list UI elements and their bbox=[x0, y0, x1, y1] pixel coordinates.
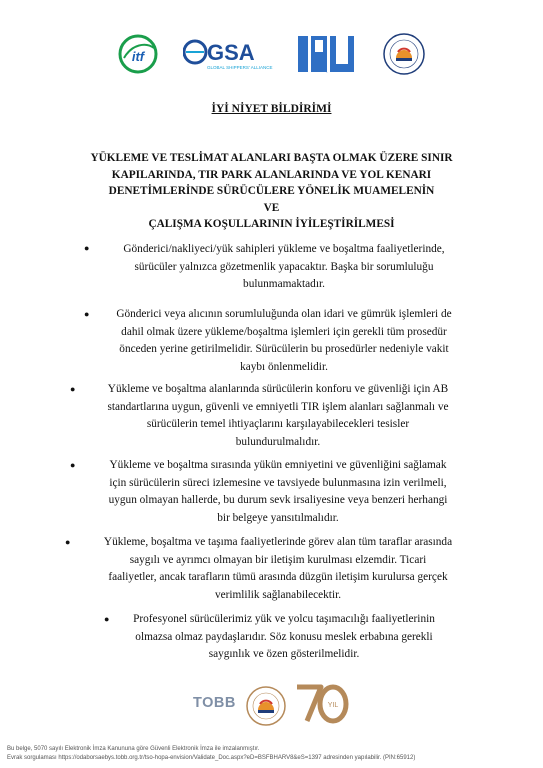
header-logos bbox=[0, 32, 543, 87]
bullet-icon: ● bbox=[84, 243, 90, 253]
list-item bbox=[95, 241, 473, 294]
gsa-logo-text: GSA bbox=[207, 40, 255, 65]
item-line: kaybı önlenmelidir. bbox=[240, 360, 328, 373]
item-line: önceden yerine getirilmelidir. Sürücülerin bu prosedürler nedeniyle vakit bbox=[119, 343, 449, 355]
document-heading bbox=[40, 150, 503, 233]
itf-logo-text: itf bbox=[131, 49, 145, 64]
item-line: verimlilik sağlanabilecektir. bbox=[214, 588, 342, 601]
document-verification-link[interactable]: Evrak sorgulaması https://odaborsaebys.tobb.org.tr/tso-hopa-envision/Validate_Doc.aspx?eD=BSFBHARV8&eS=1397 adresinden yapılabilir. (PIN:65912) bbox=[7, 755, 416, 761]
tobb-seal-footer-logo bbox=[245, 685, 287, 732]
item-line: bir belgeye yansıtılmalıdır. bbox=[217, 511, 339, 524]
tobb-wordmark: TOBB bbox=[193, 695, 236, 711]
bullet-icon: ● bbox=[104, 614, 110, 624]
item-line: bulunmamaktadır. bbox=[243, 278, 325, 290]
item-line: Yükleme ve boşaltma sırasında yükün emniyetini ve güvenliğini sağlamak bbox=[109, 459, 447, 471]
document-title: İYİ NİYET BİLDİRİMİ bbox=[211, 103, 332, 115]
iru-logo-text: IRU bbox=[326, 73, 328, 74]
bullet-icon: ● bbox=[65, 537, 71, 547]
heading-line: DENETİMLERİNDE SÜRÜCÜLERE YÖNELİK MUAMELENİN bbox=[108, 185, 435, 197]
heading-line: KAPILARINDA, TIR PARK ALANLARINDA VE YOL KENARI bbox=[111, 168, 432, 181]
item-line: Yükleme, boşaltma ve taşıma faaliyetlerinde görev alan tüm taraflar arasında bbox=[103, 536, 453, 548]
item-line: standartlarına uygun, güvenli ve emniyetli TIR işlem alanları sağlanmalı ve bbox=[107, 400, 449, 413]
item-line: Gönderici/nakliyeci/yük sahipleri yükleme ve boşaltma faaliyetlerinde, bbox=[123, 243, 445, 255]
tobb-seal-logo bbox=[382, 32, 426, 83]
item-line: uygun olmayan hallerde, bu durum sevk irsaliyesine veya benzeri herhangi bbox=[108, 494, 448, 506]
heading-line: VE bbox=[263, 201, 280, 214]
item-line: Gönderici veya alıcının sorumluluğunda olan idari ve gümrük işlemleri de bbox=[116, 308, 452, 320]
seventy-year-logo bbox=[295, 683, 353, 730]
list-item bbox=[76, 534, 480, 604]
heading-line: ÇALIŞMA KOŞULLARININ İYİLEŞTİRİLMESİ bbox=[148, 218, 395, 230]
list-item bbox=[82, 457, 474, 527]
item-line: dahil olmak üzere yükleme/boşaltma işlemleri için gerekli tüm prosedür bbox=[121, 325, 447, 338]
item-line: faaliyetler, ancak tarafların tümü arasında düzgün iletişim kurulursa gerçek bbox=[108, 571, 448, 583]
bullet-icon: ● bbox=[70, 460, 76, 470]
list-item bbox=[82, 381, 474, 451]
item-line: sürücüler yalnızca gözetmenlik yapacaktır. Başka bir sorumluluğu bbox=[134, 260, 434, 273]
item-line: olmazsa olmaz paydaşlarıdır. Söz konusu meslek erbabına gerekli bbox=[135, 630, 433, 643]
itf-logo bbox=[118, 34, 158, 79]
heading-line: YÜKLEME VE TESLİMAT ALANLARI BAŞTA OLMAK ÜZERE SINIR bbox=[90, 152, 453, 164]
bullet-icon: ● bbox=[70, 384, 76, 394]
item-line: Yükleme ve boşaltma alanlarında sürücülerin konforu ve güvenliği için AB bbox=[107, 383, 449, 395]
gsa-logo-subtext: GLOBAL SHIPPERS' ALLIANCE bbox=[207, 65, 273, 70]
item-line: için sürücülerin süreci izlemesine ve tavsiyede bulunmasına izin verilmeli, bbox=[109, 476, 447, 489]
item-line: saygınlık ve özen gösterilmelidir. bbox=[208, 648, 360, 660]
list-item bbox=[95, 306, 473, 376]
list-item bbox=[114, 611, 454, 664]
iru-logo bbox=[298, 36, 356, 79]
item-line: bulundurulmalıdır. bbox=[235, 435, 321, 448]
e-signature-notice: Bu belge, 5070 sayılı Elektronik İmza Kanununa göre Güvenli Elektronik İmza ile imzalanmıştır. bbox=[7, 746, 260, 752]
item-line: sürücülerin temel ihtiyaçlarını karşılayabilecekleri tesisler bbox=[146, 418, 410, 430]
seventy-year-text: YIL bbox=[327, 702, 339, 709]
bullet-icon: ● bbox=[84, 309, 90, 319]
item-line: Profesyonel sürücülerimiz yük ve yolcu taşımacılığı faaliyetlerinin bbox=[133, 613, 435, 625]
gsa-logo bbox=[183, 38, 273, 77]
item-line: saygılı ve ayrımcı olmayan bir iletişim kurulması elzemdir. Ticari bbox=[129, 553, 427, 566]
footer-logos bbox=[0, 683, 543, 728]
